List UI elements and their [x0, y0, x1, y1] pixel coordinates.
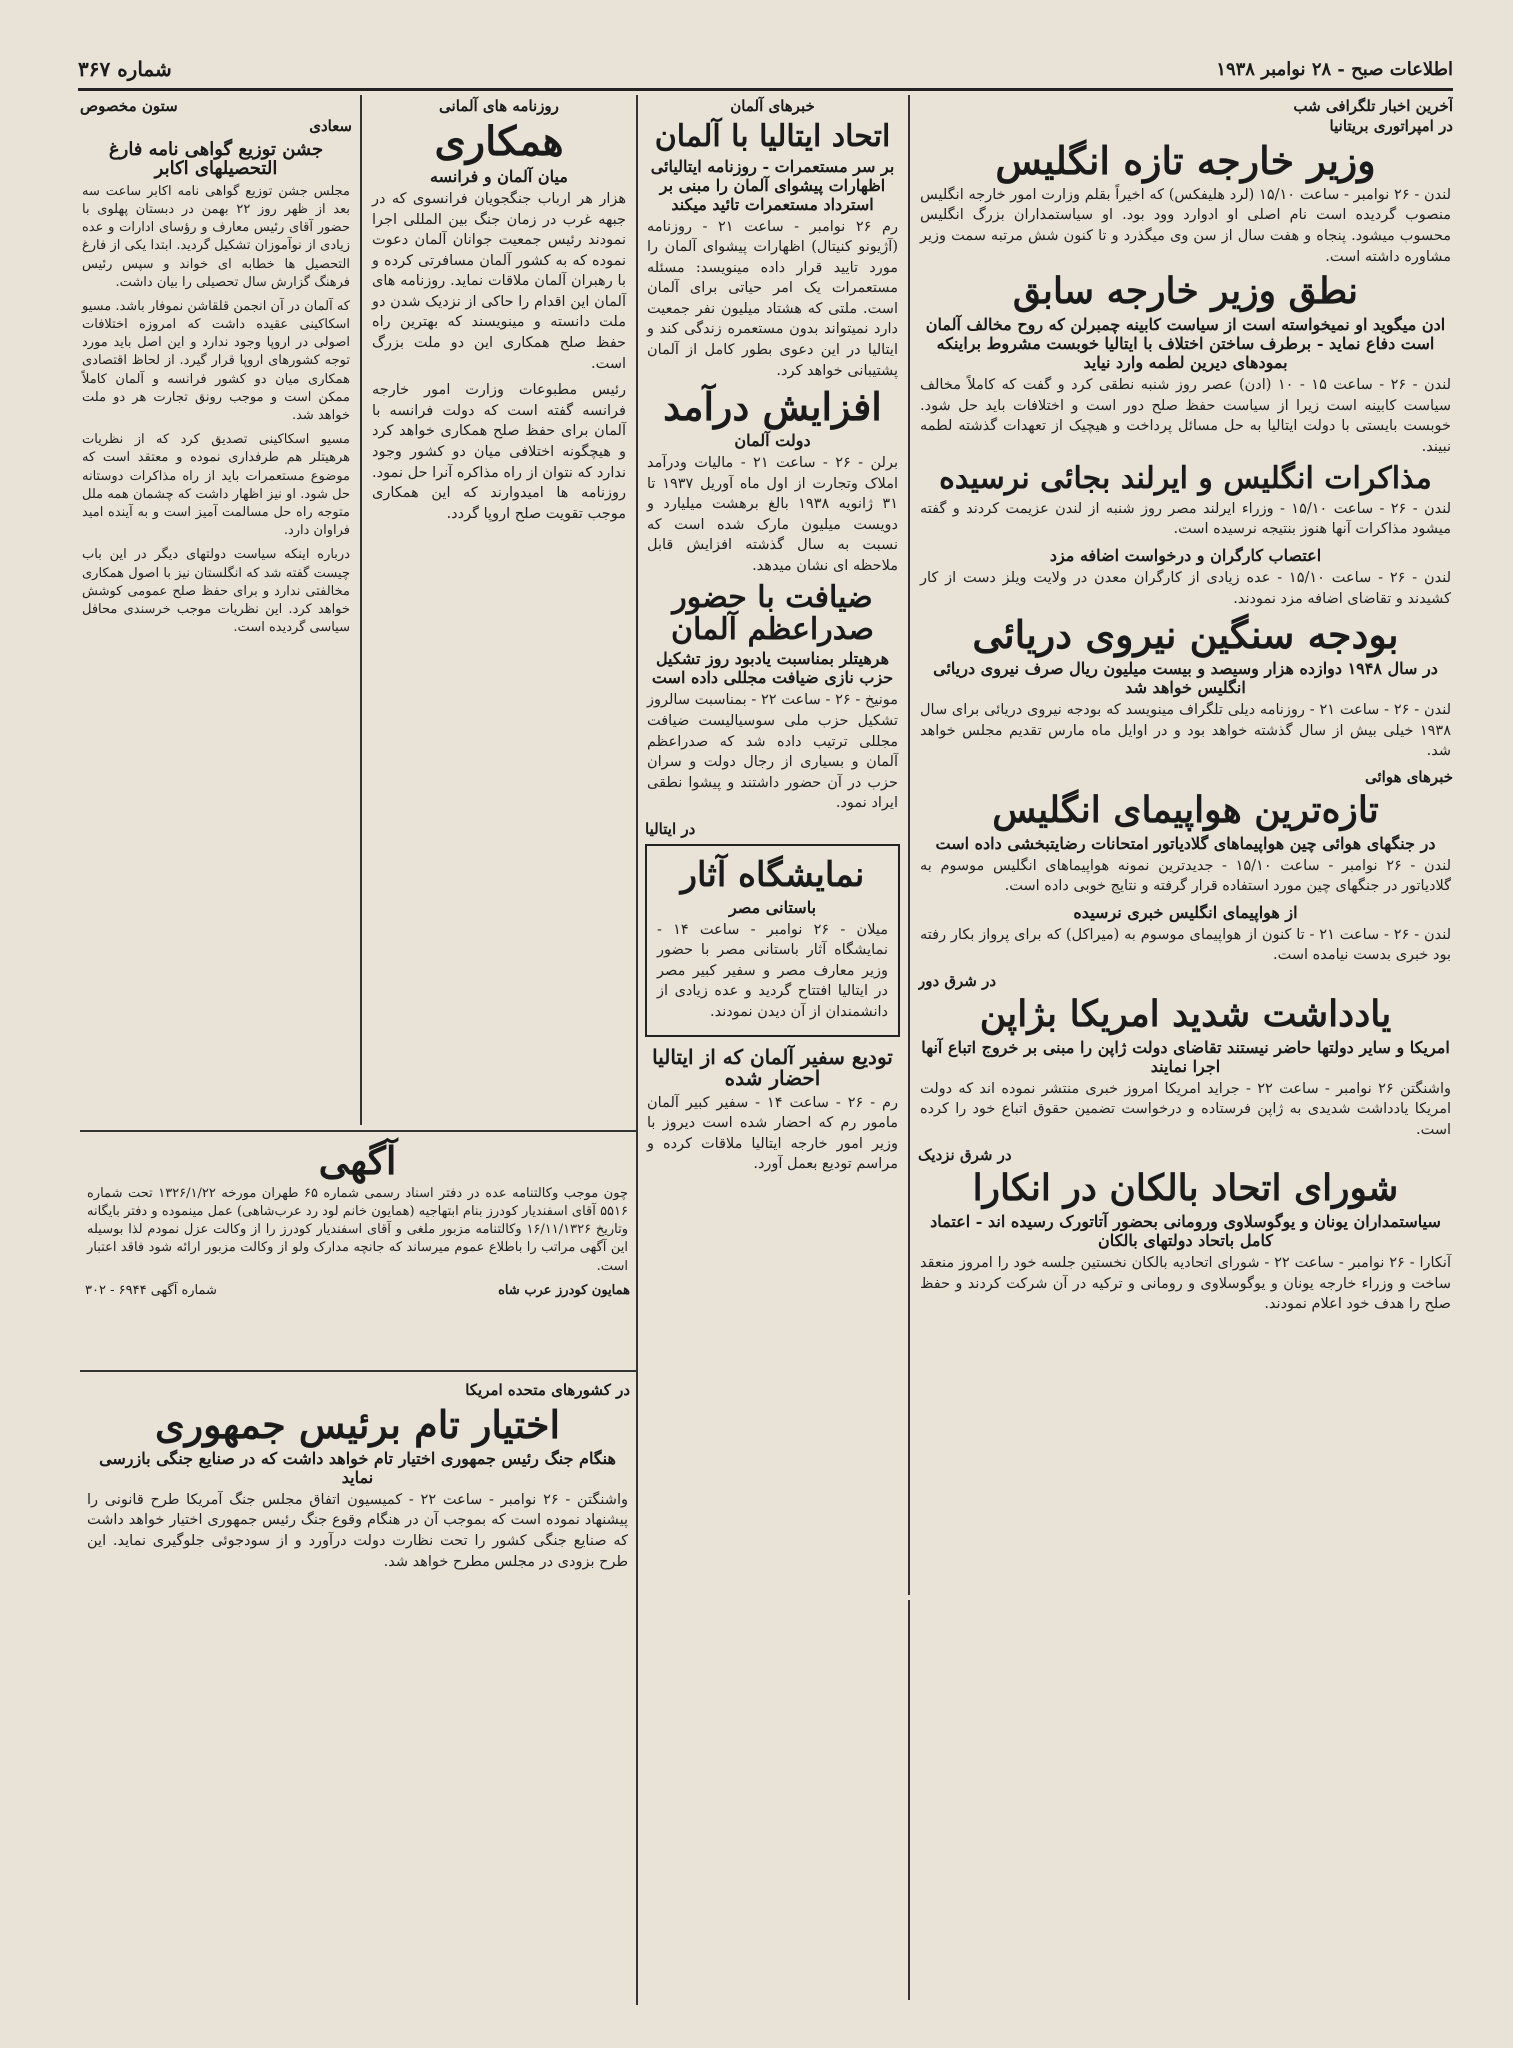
section-kicker: خبرهای آلمان	[730, 97, 815, 115]
subheadline: ادن میگوید او نمیخواسته است از سیاست کابینه چمبرلن که روح مخالف آلمان است دفاع نماید - برطرف ساختن اختلاف با ایتالیا خوبست مشروط براینکه بمودهای دیرین لطمه وارد نیاید	[925, 315, 1446, 372]
section-kicker: روزنامه های آلمانی	[439, 97, 559, 115]
subheadline: بر سر مستعمرات - روزنامه ایتالیائی اظهارات پیشوای آلمان را مبنی بر استرداد مستعمرات تائید میکند	[650, 156, 895, 214]
us-section	[85, 1375, 630, 1915]
headline: افزایش درآمد	[663, 384, 882, 430]
subheadline: هرهیتلر بمناسبت یادبود روز تشکیل حزب نازی ضیافت مجللی داده است	[651, 649, 894, 688]
notice-title: آگهی	[318, 1138, 397, 1183]
article-body: واشنگتن ۲۶ نوامبر - ساعت ۲۲ - جراید امریکا امروز خبری منتشر نموده اند که دولت امریکا یادداشت شدیدی به ژاپن فرستاده و درخواست تضمین حقوق اتباع خود را کرده است.	[920, 1080, 1451, 1138]
column-rule	[908, 1600, 910, 2000]
column-left	[80, 95, 352, 1125]
headline: بودجه سنگین نیروی دریائی	[972, 612, 1399, 658]
section-rule	[80, 1130, 636, 1132]
headline: همکاری	[434, 118, 564, 165]
notice-footer	[85, 1282, 630, 1300]
article-body: لندن - ۲۶ - ساعت ۱۵/۱۰ - وزراء ایرلند مصر روز شنبه از لندن عزیمت کردند و گفته میشود مذاکرات آنها هنوز بنتیجه نرسیده است.	[920, 500, 1452, 538]
article-body: لندن - ۲۶ نوامبر - ساعت ۱۵/۱۰ - جدیدترین نمونه هواپیماهای انگلیس موسوم به گلادیاتور در جنگهای چین مورد استفاده قرار گرفته و نتایج خوبی داده است.	[920, 857, 1451, 895]
subheadline: دولت آلمان	[734, 431, 811, 451]
notice-number: شماره آگهی ۶۹۴۴ - ۳۰۲	[85, 1282, 217, 1298]
article-body: لندن - ۲۶ - ساعت ۲۱ - تا کنون از هواپیمای موسوم به (میراکل) که برای پرواز بکار رفته بود خبری بدست نیامده است.	[920, 926, 1452, 964]
subheadline: باستانی مصر	[728, 897, 817, 917]
article-body: میلان - ۲۶ نوامبر - ساعت ۱۴ - نمایشگاه آثار باستانی مصر با حضور وزیر معارف مصر و سفیر کبیر مصر در ایتالیا افتتاح گردید و عده زیادی از دانشمندان از آن دیدن نمودند.	[657, 921, 888, 1020]
section-kicker: ستون مخصوص	[80, 97, 178, 115]
article-body: لندن - ۲۶ - ساعت ۱۵/۱۰ - عده زیادی از کارگران معدن در ولایت ویلز دست از کار کشیدند و تقاضای اضافه مزد نمودند.	[920, 569, 1451, 607]
section-label: سعادی	[309, 117, 352, 135]
section-tag: در کشورهای متحده امریکا	[465, 1381, 630, 1399]
article-body: درباره اینکه سیاست دولتهای دیگر در این باب چیست گفته شد که انگلستان نیز با اصول همکاری مخالفتی ندارد و برای حفظ صلح عمومی کوشش خواهد کرد. این نظریات موجب خرسندی محافل سیاسی گردیده است.	[82, 547, 350, 636]
column-rule	[636, 95, 638, 2005]
article-body: لندن - ۲۶ - ساعت ۲۱ - روزنامه دیلی تلگراف مینویسد که بودجه نیروی دریائی برای سال ۱۹۳۸ خیلی بیش از سال گذشته خواهد بود و در اوایل ماه مارس تقدیم مجلس خواهد شد.	[920, 702, 1452, 760]
headline: جشن توزیع گواهی نامه فارغ التحصیلهای اکابر	[108, 139, 324, 179]
headline: ضیافت با حضور صدراعظم آلمان	[671, 580, 874, 647]
article-body: واشنگتن - ۲۶ نوامبر - ساعت ۲۲ - کمیسیون اتفاق مجلس جنگ آمریکا طرح قانونی را پیشنهاد نموده است که بموجب آن در هنگام وقوع جنگ رئیس جمهوری اختیار خواهد داشت که صنایع جنگی کشور را تحت نظارت دولت درآورد و از سودجوئی جلوگیری نماید. این طرح بزودی در مجلس مطرح خواهد شد.	[87, 1491, 628, 1570]
article-body: مسیو اسکاکینی تصدیق کرد که از نظریات هرهیتلر هم طرفداری نموده و معتقد است که موضوع مستعمرات باید از راه مذاکرات دوستانه حل شود. او نیز اظهار داشت که چشمان همه ملل متوجه راه حل مسالمت آمیز است و به آینده امید فراوان دارد.	[82, 432, 350, 539]
column-rule	[360, 95, 362, 1125]
article-body: هزار هر ارباب جنگجویان فرانسوی که در جبهه غرب در زمان جنگ بین المللی اجرا نمودند رئیس جمعیت جوانان آلمان دعوت نموده که به کشور آلمان مسافرتی کرده و با رهبران آلمان ملاقات نماید. روزنامه های آلمان این اقدام را حاکی از نزدیک شدن دو ملت دانسته و مینویسند که بهترین راه حفظ صلح همکاری این دو ملت بزرگ است.	[372, 191, 626, 372]
section-tag: در ایتالیا	[645, 819, 696, 838]
section-tag: در شرق دور	[918, 971, 997, 990]
notice-section	[85, 1135, 630, 1365]
article-body: مونیخ - ۲۶ - ساعت ۲۲ - بمناسبت سالروز تشکیل حزب ملی سوسیالیست ضیافت مجللی ترتیب داده شد که صدراعظم آلمان و بسیاری از رجال دولت و سران حزب در آن حضور داشتند و پیشوا نطقی ایراد نمود.	[647, 692, 898, 812]
subheadline: در سال ۱۹۴۸ دوازده هزار وسیصد و بیست میلیون ریال صرف نیروی دریائی انگلیس خواهد شد	[933, 659, 1438, 698]
headline: نطق وزیر خارجه سابق	[1012, 270, 1359, 313]
masthead	[78, 50, 1453, 91]
subheadline: در جنگهای هوائی چین هواپیماهای گلادیاتور امتحانات رضایتبخشی داده است	[935, 833, 1436, 853]
column-center-right	[645, 95, 900, 2005]
headline: یادداشت شدید امریکا بژاپن	[979, 992, 1392, 1035]
section-kicker: آخرین اخبار تلگرافی شب	[1293, 97, 1453, 115]
headline: تودیع سفیر آلمان که از ایتالیا احضار شده	[652, 1044, 893, 1090]
column-rule	[908, 95, 910, 1595]
page-number: شماره ۳۶۷	[78, 57, 172, 81]
date-line: اطلاعات صبح - ۲۸ نوامبر ۱۹۳۸	[1216, 58, 1453, 80]
article-body: برلن - ۲۶ - ساعت ۲۱ - مالیات ودرآمد املاک وتجارت از اول ماه آوریل ۱۹۳۷ تا ۳۱ ژانویه ۱۹۳۸ بالغ برهشت میلیارد و دویست میلیون مارک شده است که نسبت به سال گذشته افزایش قابل ملاحظه ای نشان میدهد.	[647, 455, 898, 574]
exhibition-box	[645, 844, 900, 1037]
article-body: لندن - ۲۶ نوامبر - ساعت ۱۵/۱۰ (لرد هلیفکس) که اخیراً بقلم وزارت امور خارجه انگلیس منصوب گردیده است نام اصلی او ادوارد وود بود. او سیاستمداران بزرگ انگلیس محسوب میشود. پنجاه و هفت سال از سن وی میگذرد و تا کنون شش مرتبه سمت وزیر مشاوره داشته است.	[920, 186, 1452, 265]
section-rule	[80, 1370, 636, 1372]
subheadline: هنگام جنگ رئیس جمهوری اختیار تام خواهد داشت که در صنایع جنگی بازرسی نماید	[99, 1448, 616, 1487]
subheadline: از هواپیمای انگلیس خبری نرسیده	[1073, 902, 1298, 922]
article-body: آنکارا - ۲۶ نوامبر - ساعت ۲۲ - شورای اتحادیه بالکان نخستین جلسه خود را امروز منعقد ساخت و وزراء خارجه یونان و یوگوسلاوی و رومانی و ترکیه در آن شرکت کردند و حفظ صلح را هدف خود اعلام نمودند.	[920, 1255, 1451, 1313]
article-body: رم - ۲۶ - ساعت ۱۴ - سفیر کبیر آلمان مامور رم که احضار شده است دیروز با وزیر امور خارجه ایتالیا ملاقات کرده و مراسم تودیع بعمل آورد.	[647, 1094, 899, 1173]
article-body: رئیس مطبوعات وزارت امور خارجه فرانسه گفته است که دولت فرانسه با آلمان برای حفظ صلح همکاری خواهد کرد و هیچگونه اختلافی میان دو کشور وجود ندارد که نتوان از راه مذاکره آنرا حل نمود. روزنامه ها امیدوارند که این همکاری موجب تقویت صلح اروپا گردد.	[372, 382, 626, 522]
subheadline: امریکا و سایر دولتها حاضر نیستند تقاضای دولت ژاپن را مبنی بر خروج اتباع آنها اجرا نمایند	[921, 1037, 1450, 1076]
notice-body: چون موجب وکالتنامه عده در دفتر اسناد رسمی شماره ۶۵ طهران مورخه ۱۳۲۶/۱/۲۲ تحت شماره ۵۵۱۶ آقای اسفندیار کودرز بنام ابتهاجیه (همایون خانم لود رد عرب‌شاهی) عمل مینموده و دفتر بایگانه وتاریخ ۱۶/۱۱/۱۳۲۶ وکالتنامه مزبور ملغی و آقای اسفندیار کودرز را از وکالت عزل نمودم لذا بوسیله این آگهی مراتب را باطلاع عموم میرساند که جانچه مدارک ولو از وکالت مزبور ارائه شود فاقد اعتبار است.	[87, 1185, 629, 1274]
headline: مذاکرات انگلیس و ایرلند بجائی نرسیده	[939, 461, 1432, 497]
headline: اتحاد ایتالیا با آلمان	[654, 119, 891, 154]
article-body: لندن - ۲۶ - ساعت ۱۵ - ۱۰ (ادن) عصر روز شنبه نطقی کرد و گفت که کاملاً مخالف سیاست کابینه است زیرا از سیاست حفظ صلح دور است و اختلافات باید حل شود. خوبست بایستی با دولت ایتالیا به حل مسائل پرداخت و هیچیک از تعهدات گذشته لطمه نبیند.	[920, 377, 1452, 455]
subheadline: سیاستمداران یونان و یوگوسلاوی ورومانی بحضور آتاتورک رسیده اند - اعتماد کامل باتحاد دولتهای بالکان	[930, 1212, 1441, 1251]
headline: وزیر خارجه تازه انگلیس	[995, 138, 1376, 183]
section-label: در امپراتوری بریتانیا	[1329, 117, 1453, 135]
headline: تازه‌ترین هواپیمای انگلیس	[992, 788, 1379, 831]
notice-signature: همایون کودرز عرب شاه	[498, 1282, 630, 1298]
column-right	[918, 95, 1453, 2005]
subheadline: میان آلمان و فرانسه	[430, 167, 568, 186]
column-center-left	[370, 95, 628, 1125]
subheadline: اعتصاب کارگران و درخواست اضافه مزد	[1049, 545, 1322, 565]
headline: اختیار تام برئیس جمهوری	[154, 1402, 560, 1447]
section-tag: در شرق نزدیک	[918, 1146, 1012, 1165]
section-tag: خبرهای هوائی	[1364, 767, 1453, 786]
headline: شورای اتحاد بالکان در انکارا	[972, 1167, 1399, 1210]
article-body: که آلمان در آن انجمن قلقاشن نموفار باشد. مسیو اسکاکینی عقیده داشت که امروزه اختلافات اصولی در اروپا وجود ندارد و این اصل باید مورد توجه کشورهای اروپا قرار گیرد. از لحاظ اقتصادی همکاری میان دو کشور فرانسه و آلمان کاملاً ممکن است و موجب رونق تجارت هر دو ملت خواهد شد.	[82, 298, 350, 424]
article-body: مجلس جشن توزیع گواهی نامه اکابر ساعت سه بعد از ظهر روز ۲۲ بهمن در دبستان پهلوی با حضور آقای رئیس معارف و رؤسای ادارات و عده زیادی از نوآموزان تشکیل گردید. ابتدا یکی از فارغ التحصیل ها خطابه ای خواند و سپس رئیس فرهنگ گزارش سال تحصیلی را بیان داشت.	[82, 183, 350, 290]
article-body: رم ۲۶ نوامبر - ساعت ۲۱ - روزنامه (آژیونو کنیتال) اظهارات پیشوای آلمان را مورد تایید قرار داده مینویسد: مسئله مستعمرات یک امر حیاتی برای آلمان است. ملتی که هشتاد میلیون نفر جمعیت دارد نمیتواند بدون مستعمره زندگی کند و ایتالیا در این دعوی بطور کامل از آلمان پشتیبانی خواهد کرد.	[647, 218, 898, 379]
headline: نمایشگاه آثار	[680, 854, 865, 895]
